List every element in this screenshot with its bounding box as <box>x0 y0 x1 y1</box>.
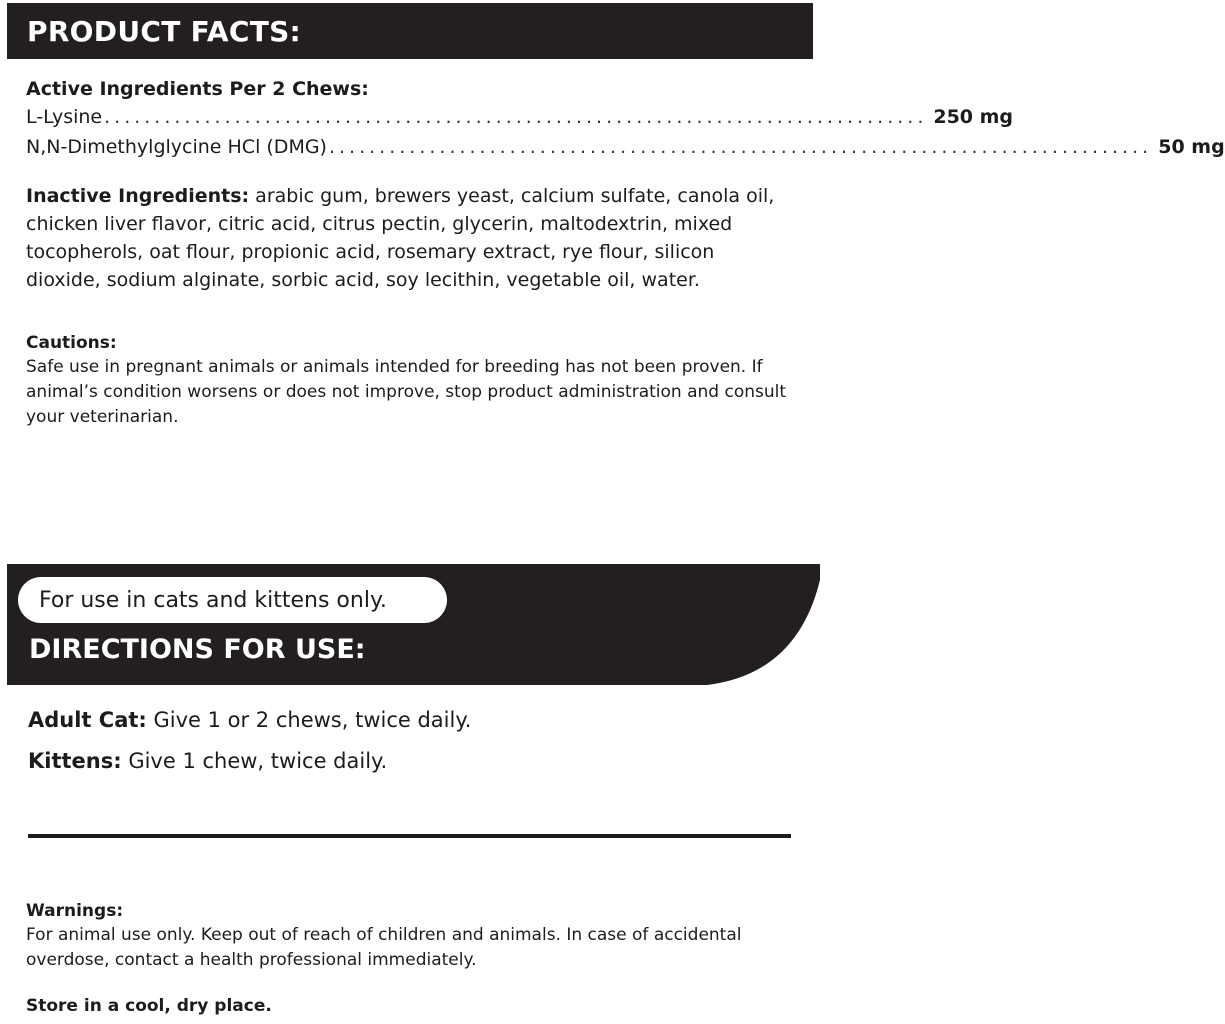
inactive-ingredients-label: Inactive Ingredients: <box>26 185 250 207</box>
dot-leader: .................................................................................. <box>328 136 1153 158</box>
cats-only-pill <box>18 577 447 623</box>
adult-cat-text: Give 1 or 2 chews, twice daily. <box>146 708 472 732</box>
product-facts-title: PRODUCT FACTS: <box>27 15 302 48</box>
active-ingredients-heading: Active Ingredients Per 2 Chews: <box>26 78 369 100</box>
ingredient-name: N,N-Dimethylglycine HCl (DMG) <box>26 136 327 158</box>
adult-cat-direction <box>28 706 471 734</box>
directions-title: DIRECTIONS FOR USE: <box>29 634 366 665</box>
cautions-heading: Cautions: <box>26 333 117 353</box>
section-divider <box>28 834 791 838</box>
ingredient-row-dmg <box>26 132 1225 162</box>
adult-cat-label: Adult Cat: <box>28 708 147 732</box>
product-facts-header <box>7 3 813 59</box>
kittens-direction <box>28 747 387 775</box>
ingredient-amount: 250 mg <box>933 106 1014 128</box>
cats-only-text: For use in cats and kittens only. <box>39 587 387 613</box>
warnings-heading: Warnings: <box>26 901 124 921</box>
directions-panel <box>7 564 820 685</box>
dot-leader: .................................................................................. <box>104 106 928 128</box>
kittens-label: Kittens: <box>28 749 122 773</box>
ingredient-name: L-Lysine <box>26 106 103 128</box>
ingredient-amount: 50 mg <box>1158 136 1225 158</box>
inactive-ingredients <box>26 182 791 294</box>
storage-instruction: Store in a cool, dry place. <box>26 996 272 1016</box>
cautions-text: Safe use in pregnant animals or animals intended for breeding has not been proven. If animal’s condition worsens or does not improve, stop product administration and consult your veterinarian. <box>26 357 787 427</box>
kittens-text: Give 1 chew, twice daily. <box>121 749 388 773</box>
active-ingredients-section <box>26 76 1225 162</box>
ingredient-row-lysine <box>26 102 1014 132</box>
inactive-ingredients-text: arabic gum, brewers yeast, calcium sulfate, canola oil, chicken liver flavor, citric acid, citrus pectin, glycerin, maltodextrin, mixed tocopherols, oat flour, propionic acid, rosemary extract, rye flour, silicon dioxide, sodium alginate, sorbic acid, soy lecithin, vegetable oil, water. <box>26 185 775 291</box>
warnings-text: For animal use only. Keep out of reach of children and animals. In case of accidental overdose, contact a health professional immediately. <box>26 925 742 970</box>
